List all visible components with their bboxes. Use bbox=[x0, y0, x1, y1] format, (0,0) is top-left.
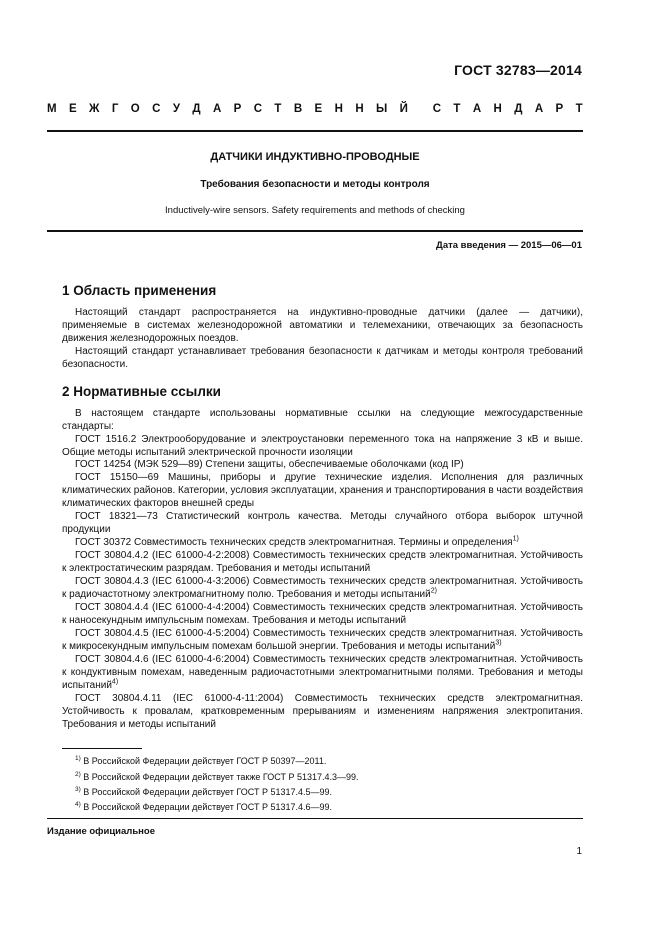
standard-type-letter: А bbox=[212, 103, 222, 115]
standard-type-letter: Р bbox=[555, 103, 564, 115]
reference-text: ГОСТ 14254 (МЭК 529—89) Степени защиты, обеспечиваемые оболочками (код IP) bbox=[75, 459, 464, 470]
standard-type-letter: Д bbox=[192, 103, 201, 115]
standard-type-letter: М bbox=[47, 103, 57, 115]
introduction-date: Дата введения — 2015—06—01 bbox=[436, 240, 582, 251]
reference-item bbox=[62, 653, 583, 692]
standard-type-letter: В bbox=[293, 103, 303, 115]
reference-text: ГОСТ 18321—73 Статистический контроль качества. Методы случайного отбора выборок штучной продукции bbox=[62, 511, 583, 535]
footnote-text: В Российской Федерации действует ГОСТ Р 50397—2011. bbox=[83, 756, 327, 766]
reference-item bbox=[62, 627, 583, 653]
reference-item bbox=[62, 458, 583, 471]
section-1-paragraph-1 bbox=[62, 306, 583, 345]
reference-text: ГОСТ 30804.4.11 (IEC 61000-4-11:2004) Совместимость технических средств электромагнитная. Устойчивость к провалам, кратковременным прерываниям и изменениям напряжения электропитания. Требования и методы испытаний bbox=[62, 693, 583, 730]
edition-label: Издание официальное bbox=[47, 826, 155, 837]
standard-type-letter: Ж bbox=[89, 103, 100, 115]
standard-type-letter: А bbox=[534, 103, 544, 115]
section-1-paragraph-1-text: Настоящий стандарт распространяется на индуктивно-проводные датчики (далее — датчики), применяемые в системах железнодорожной автоматики и телемеханики, отвечающих за безопасность движения железнодорожных поездов. bbox=[62, 307, 583, 344]
page-number: 1 bbox=[576, 846, 582, 857]
standard-type-letter: У bbox=[172, 103, 180, 115]
standard-type-label bbox=[47, 103, 583, 115]
standard-type-letter: Е bbox=[314, 103, 323, 115]
standard-type-letter: Й bbox=[399, 103, 408, 115]
standard-type-letter: Н bbox=[493, 103, 502, 115]
footnote-mark: 2) bbox=[75, 771, 81, 778]
footnote bbox=[75, 756, 326, 767]
reference-item bbox=[62, 549, 583, 575]
section-2-intro bbox=[62, 407, 583, 433]
standard-type-letter: Д bbox=[514, 103, 523, 115]
footnote-marker: 4) bbox=[111, 678, 119, 686]
standard-type-letter: С bbox=[253, 103, 263, 115]
standard-type-letter: Е bbox=[68, 103, 77, 115]
document-title: ДАТЧИКИ ИНДУКТИВНО-ПРОВОДНЫЕ bbox=[210, 151, 420, 163]
footnote-marker: 2) bbox=[430, 587, 437, 595]
standard-type-letter: О bbox=[130, 103, 140, 115]
footnote-marker: 1) bbox=[512, 535, 519, 543]
footnote-text: В Российской Федерации действует ГОСТ Р 51317.4.5—99. bbox=[83, 787, 333, 797]
edition-divider bbox=[47, 818, 583, 819]
reference-item bbox=[62, 575, 583, 601]
section-2-heading: 2 Нормативные ссылки bbox=[62, 384, 221, 399]
standard-type-letter: Т bbox=[453, 103, 461, 115]
reference-item bbox=[62, 433, 583, 459]
reference-text: ГОСТ 30804.4.5 (IEC 61000-4-5:2004) Совместимость технических средств электромагнитная. Устойчивость к микросекундным импульсным помехам большой энергии. Требования и методы испытаний bbox=[62, 628, 583, 652]
footnote-mark: 4) bbox=[75, 801, 81, 808]
footnote bbox=[75, 802, 332, 813]
standard-type-letter: Г bbox=[111, 103, 119, 115]
footnote-divider bbox=[62, 748, 142, 749]
footnote-text: В Российской Федерации действует ГОСТ Р 51317.4.6—99. bbox=[83, 802, 333, 812]
reference-text: ГОСТ 30372 Совместимость технических средств электромагнитная. Термины и определения bbox=[75, 537, 513, 548]
section-2-intro-text: В настоящем стандарте использованы нормативные ссылки на следующие межгосударственные стандарты: bbox=[62, 408, 583, 432]
reference-text: ГОСТ 30804.4.3 (IEC 61000-4-3:2006) Совместимость технических средств электромагнитная. Устойчивость к радиочастотному электромагнитному полю. Требования и методы испытаний bbox=[62, 576, 583, 600]
reference-text: ГОСТ 30804.4.2 (IEC 61000-4-2:2008) Совместимость технических средств электромагнитная. Устойчивость к электростатическим разрядам. Требования и методы испытаний bbox=[62, 550, 583, 574]
reference-item bbox=[62, 510, 583, 536]
standard-type-letter: Т bbox=[575, 103, 583, 115]
reference-item bbox=[62, 601, 583, 627]
reference-text: ГОСТ 30804.4.4 (IEC 61000-4-4:2004) Совместимость технических средств электромагнитная. Устойчивость к наносекундным импульсным помехам. Требования и методы испытаний bbox=[62, 602, 583, 626]
section-1-paragraph-2 bbox=[62, 345, 583, 371]
footnote-mark: 1) bbox=[75, 755, 81, 762]
reference-item bbox=[62, 471, 583, 510]
document-subtitle: Требования безопасности и методы контроля bbox=[200, 179, 430, 190]
section-1-paragraph-2-text: Настоящий стандарт устанавливает требования безопасности к датчикам и методы контроля требований безопасности. bbox=[62, 346, 583, 370]
reference-text: ГОСТ 1516.2 Электрооборудование и электроустановки переменного тока на напряжение 3 кВ и выше. Общие методы испытаний электрической прочности изоляции bbox=[62, 434, 583, 458]
top-divider bbox=[47, 130, 583, 132]
standard-type-letter: А bbox=[472, 103, 482, 115]
standard-type-letter: Н bbox=[355, 103, 364, 115]
reference-text: ГОСТ 15150—69 Машины, приборы и другие технические изделия. Исполнения для различных климатических районов. Категории, условия эксплуатации, хранения и транспортирования в части воздействия климатических факторов внешней среды bbox=[62, 472, 584, 509]
footnote bbox=[75, 787, 332, 798]
standard-type-letter: С bbox=[152, 103, 161, 115]
standard-type-letter: Р bbox=[233, 103, 242, 115]
document-title-english: Inductively-wire sensors. Safety requirements and methods of checking bbox=[165, 205, 465, 216]
footnote-mark: 3) bbox=[75, 786, 81, 793]
reference-text: ГОСТ 30804.4.6 (IEC 61000-4-6:2004) Совместимость технических средств электромагнитная. Устойчивость к кондуктивным помехам, наведенным радиочастотными электромагнитными полями. Требования и методы испытаний bbox=[62, 654, 583, 691]
standard-type-letter: С bbox=[432, 103, 442, 115]
footnote-text: В Российской Федерации действует также ГОСТ Р 51317.4.3—99. bbox=[83, 772, 359, 782]
standard-type-letter: Ы bbox=[376, 103, 388, 115]
standard-type-letter: Н bbox=[334, 103, 343, 115]
reference-item bbox=[62, 692, 583, 731]
reference-item bbox=[62, 536, 583, 549]
footnote bbox=[75, 772, 359, 783]
footnote-marker: 3) bbox=[495, 639, 502, 647]
gost-code: ГОСТ 32783—2014 bbox=[454, 62, 582, 78]
section-1-heading: 1 Область применения bbox=[62, 283, 217, 298]
standard-type-letter: Т bbox=[274, 103, 282, 115]
title-bottom-divider bbox=[47, 230, 583, 232]
